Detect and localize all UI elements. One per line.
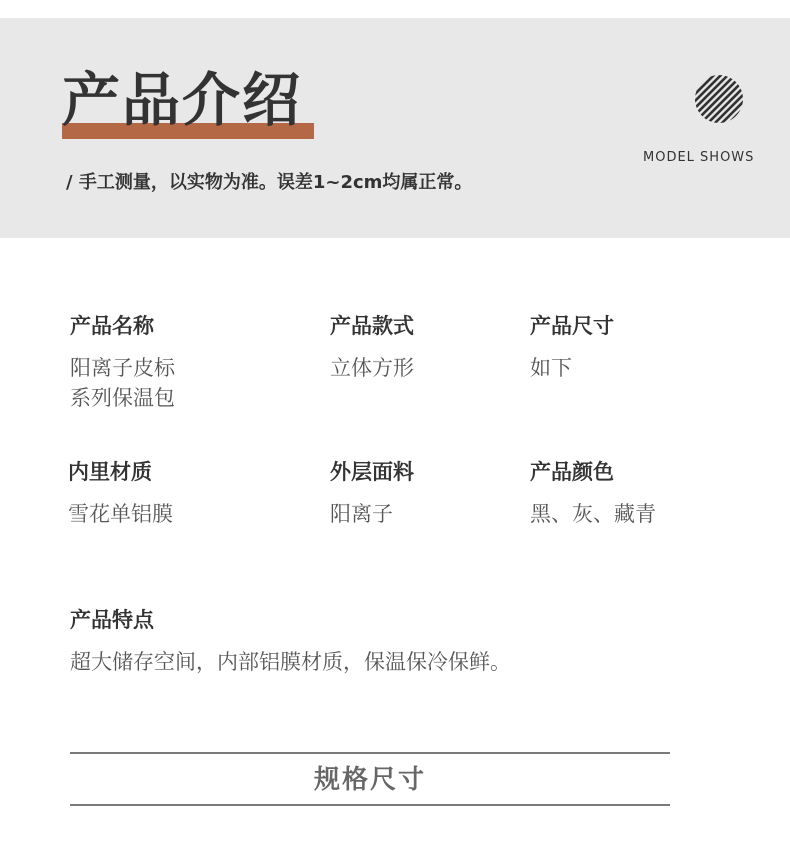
spec-label: 产品特点	[70, 608, 154, 632]
title-block	[62, 68, 302, 132]
section-rule-top	[70, 752, 670, 754]
spec-label: 产品名称	[70, 314, 154, 338]
spec-product-style	[330, 311, 414, 383]
spec-product-size	[530, 311, 614, 383]
spec-outer-fabric	[330, 457, 414, 529]
measurement-note: / 手工测量，以实物为准。误差1~2cm均属正常。	[66, 172, 473, 193]
intro-banner	[0, 18, 790, 238]
spec-product-color	[530, 457, 656, 529]
spec-product-features	[70, 605, 511, 677]
section-rule-bottom	[70, 804, 670, 806]
spec-value: 阳离子皮标	[70, 356, 175, 380]
spec-label: 产品颜色	[530, 460, 614, 484]
spec-label: 外层面料	[330, 460, 414, 484]
section-title: 规格尺寸	[313, 765, 426, 795]
spec-value: 如下	[530, 356, 572, 380]
page-title: 产品介绍	[62, 66, 303, 134]
model-shows-label: MODEL SHOWS	[643, 150, 755, 165]
spec-product-name	[70, 311, 175, 413]
spec-value-line2: 系列保温包	[70, 386, 175, 410]
spec-inner-material	[68, 457, 173, 529]
spec-value: 雪花单铝膜	[68, 502, 173, 526]
striped-circle-icon	[694, 74, 744, 124]
spec-value: 黑、灰、藏青	[530, 502, 656, 526]
spec-label: 产品尺寸	[530, 314, 614, 338]
spec-value: 超大储存空间，内部铝膜材质，保温保冷保鲜。	[70, 650, 511, 674]
spec-value: 阳离子	[330, 502, 393, 526]
spec-label: 内里材质	[68, 460, 152, 484]
spec-value: 立体方形	[330, 356, 414, 380]
spec-label: 产品款式	[330, 314, 414, 338]
